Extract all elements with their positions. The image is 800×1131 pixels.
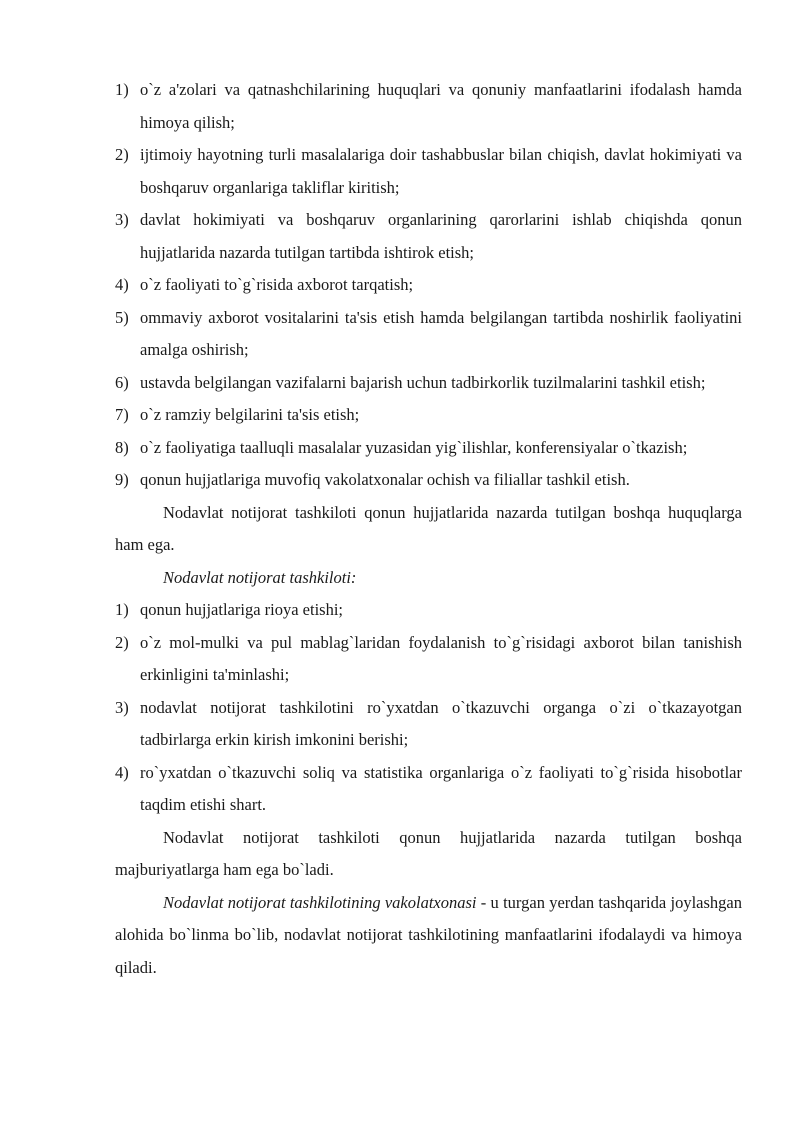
item-number: 6) (115, 372, 129, 392)
item-number: 2) (115, 145, 129, 164)
list-item (115, 269, 742, 302)
paragraph-definition (115, 887, 742, 985)
paragraph-obligations-note: Nodavlat notijorat tashkiloti qonun hujjatlarida nazarda tutilgan boshqa majburiyatlarga ham ega bo`ladi. (115, 827, 742, 879)
item-text: qonun hujjatlariga muvofiq vakolatxonalar ochish va filiallar tashkil etish. (140, 470, 630, 489)
list-item (115, 204, 742, 269)
list-item (115, 139, 742, 204)
document-page (115, 74, 742, 984)
rights-list (115, 74, 742, 497)
list-item (115, 367, 742, 400)
item-number: 3) (115, 210, 129, 229)
obligations-list (115, 594, 742, 822)
definition-text: - u turgan yerdan tashqarida joylashgan alohida bo`linma bo`lib, nodavlat notijorat tashkilotining manfaatlarini ifodalaydi va himoya qiladi. (115, 892, 742, 977)
item-number: 9) (115, 470, 129, 489)
list-item (115, 692, 742, 757)
item-number: 4) (115, 762, 129, 782)
item-number: 8) (115, 437, 129, 457)
item-number: 3) (115, 697, 129, 717)
item-number: 2) (115, 632, 129, 652)
item-number: 1) (115, 600, 129, 619)
item-text: ijtimoiy hayotning turli masalalariga doir tashabbuslar bilan chiqish, davlat hokimiyati va boshqaruv organlariga takliflar kiritish; (140, 145, 742, 197)
paragraph-rights-note: Nodavlat notijorat tashkiloti qonun hujjatlarida nazarda tutilgan boshqa huquqlarga ham ega. (115, 502, 742, 554)
list-item (115, 627, 742, 692)
item-number: 1) (115, 80, 129, 99)
item-text: ommaviy axborot vositalarini ta'sis etish hamda belgilangan tartibda noshirlik faoliyatini amalga oshirish; (140, 307, 742, 359)
item-number: 4) (115, 275, 129, 294)
item-text: o`z faoliyati to`g`risida axborot tarqatish; (140, 275, 414, 294)
list-item (115, 594, 742, 627)
item-number: 7) (115, 405, 129, 424)
defined-term: Nodavlat notijorat tashkilotining vakolatxonasi (163, 892, 477, 912)
item-number: 5) (115, 307, 129, 327)
list-item (115, 757, 742, 822)
section-heading: Nodavlat notijorat tashkiloti: (163, 567, 357, 587)
item-text: qonun hujjatlariga rioya etishi; (140, 600, 343, 619)
list-item (115, 74, 742, 139)
list-item (115, 432, 742, 465)
item-text: davlat hokimiyati va boshqaruv organlarining qarorlarini ishlab chiqishda qonun hujjatlarida nazarda tutilgan tartibda ishtirok etish; (140, 210, 742, 262)
item-text: o`z mol-mulki va pul mablag`laridan foydalanish to`g`risidagi axborot bilan tanishish erkinligini ta'minlashi; (140, 632, 742, 684)
list-item (115, 399, 742, 432)
item-text: o`z ramziy belgilarini ta'sis etish; (140, 405, 360, 424)
item-text: ustavda belgilangan vazifalarni bajarish uchun tadbirkorlik tuzilmalarini tashkil etish; (140, 372, 706, 392)
item-text: ro`yxatdan o`tkazuvchi soliq va statistika organlariga o`z faoliyati to`g`risida hisobotlar taqdim etishi shart. (140, 762, 742, 814)
list-item (115, 464, 742, 497)
item-text: nodavlat notijorat tashkilotini ro`yxatdan o`tkazuvchi organga o`zi o`tkazayotgan tadbirlarga erkin kirish imkonini berishi; (140, 697, 742, 749)
item-text: o`z a'zolari va qatnashchilarining huquqlari va qonuniy manfaatlarini ifodalash hamda himoya qilish; (140, 80, 742, 132)
item-text: o`z faoliyatiga taalluqli masalalar yuzasidan yig`ilishlar, konferensiyalar o`tkazish; (140, 437, 688, 457)
list-item (115, 302, 742, 367)
